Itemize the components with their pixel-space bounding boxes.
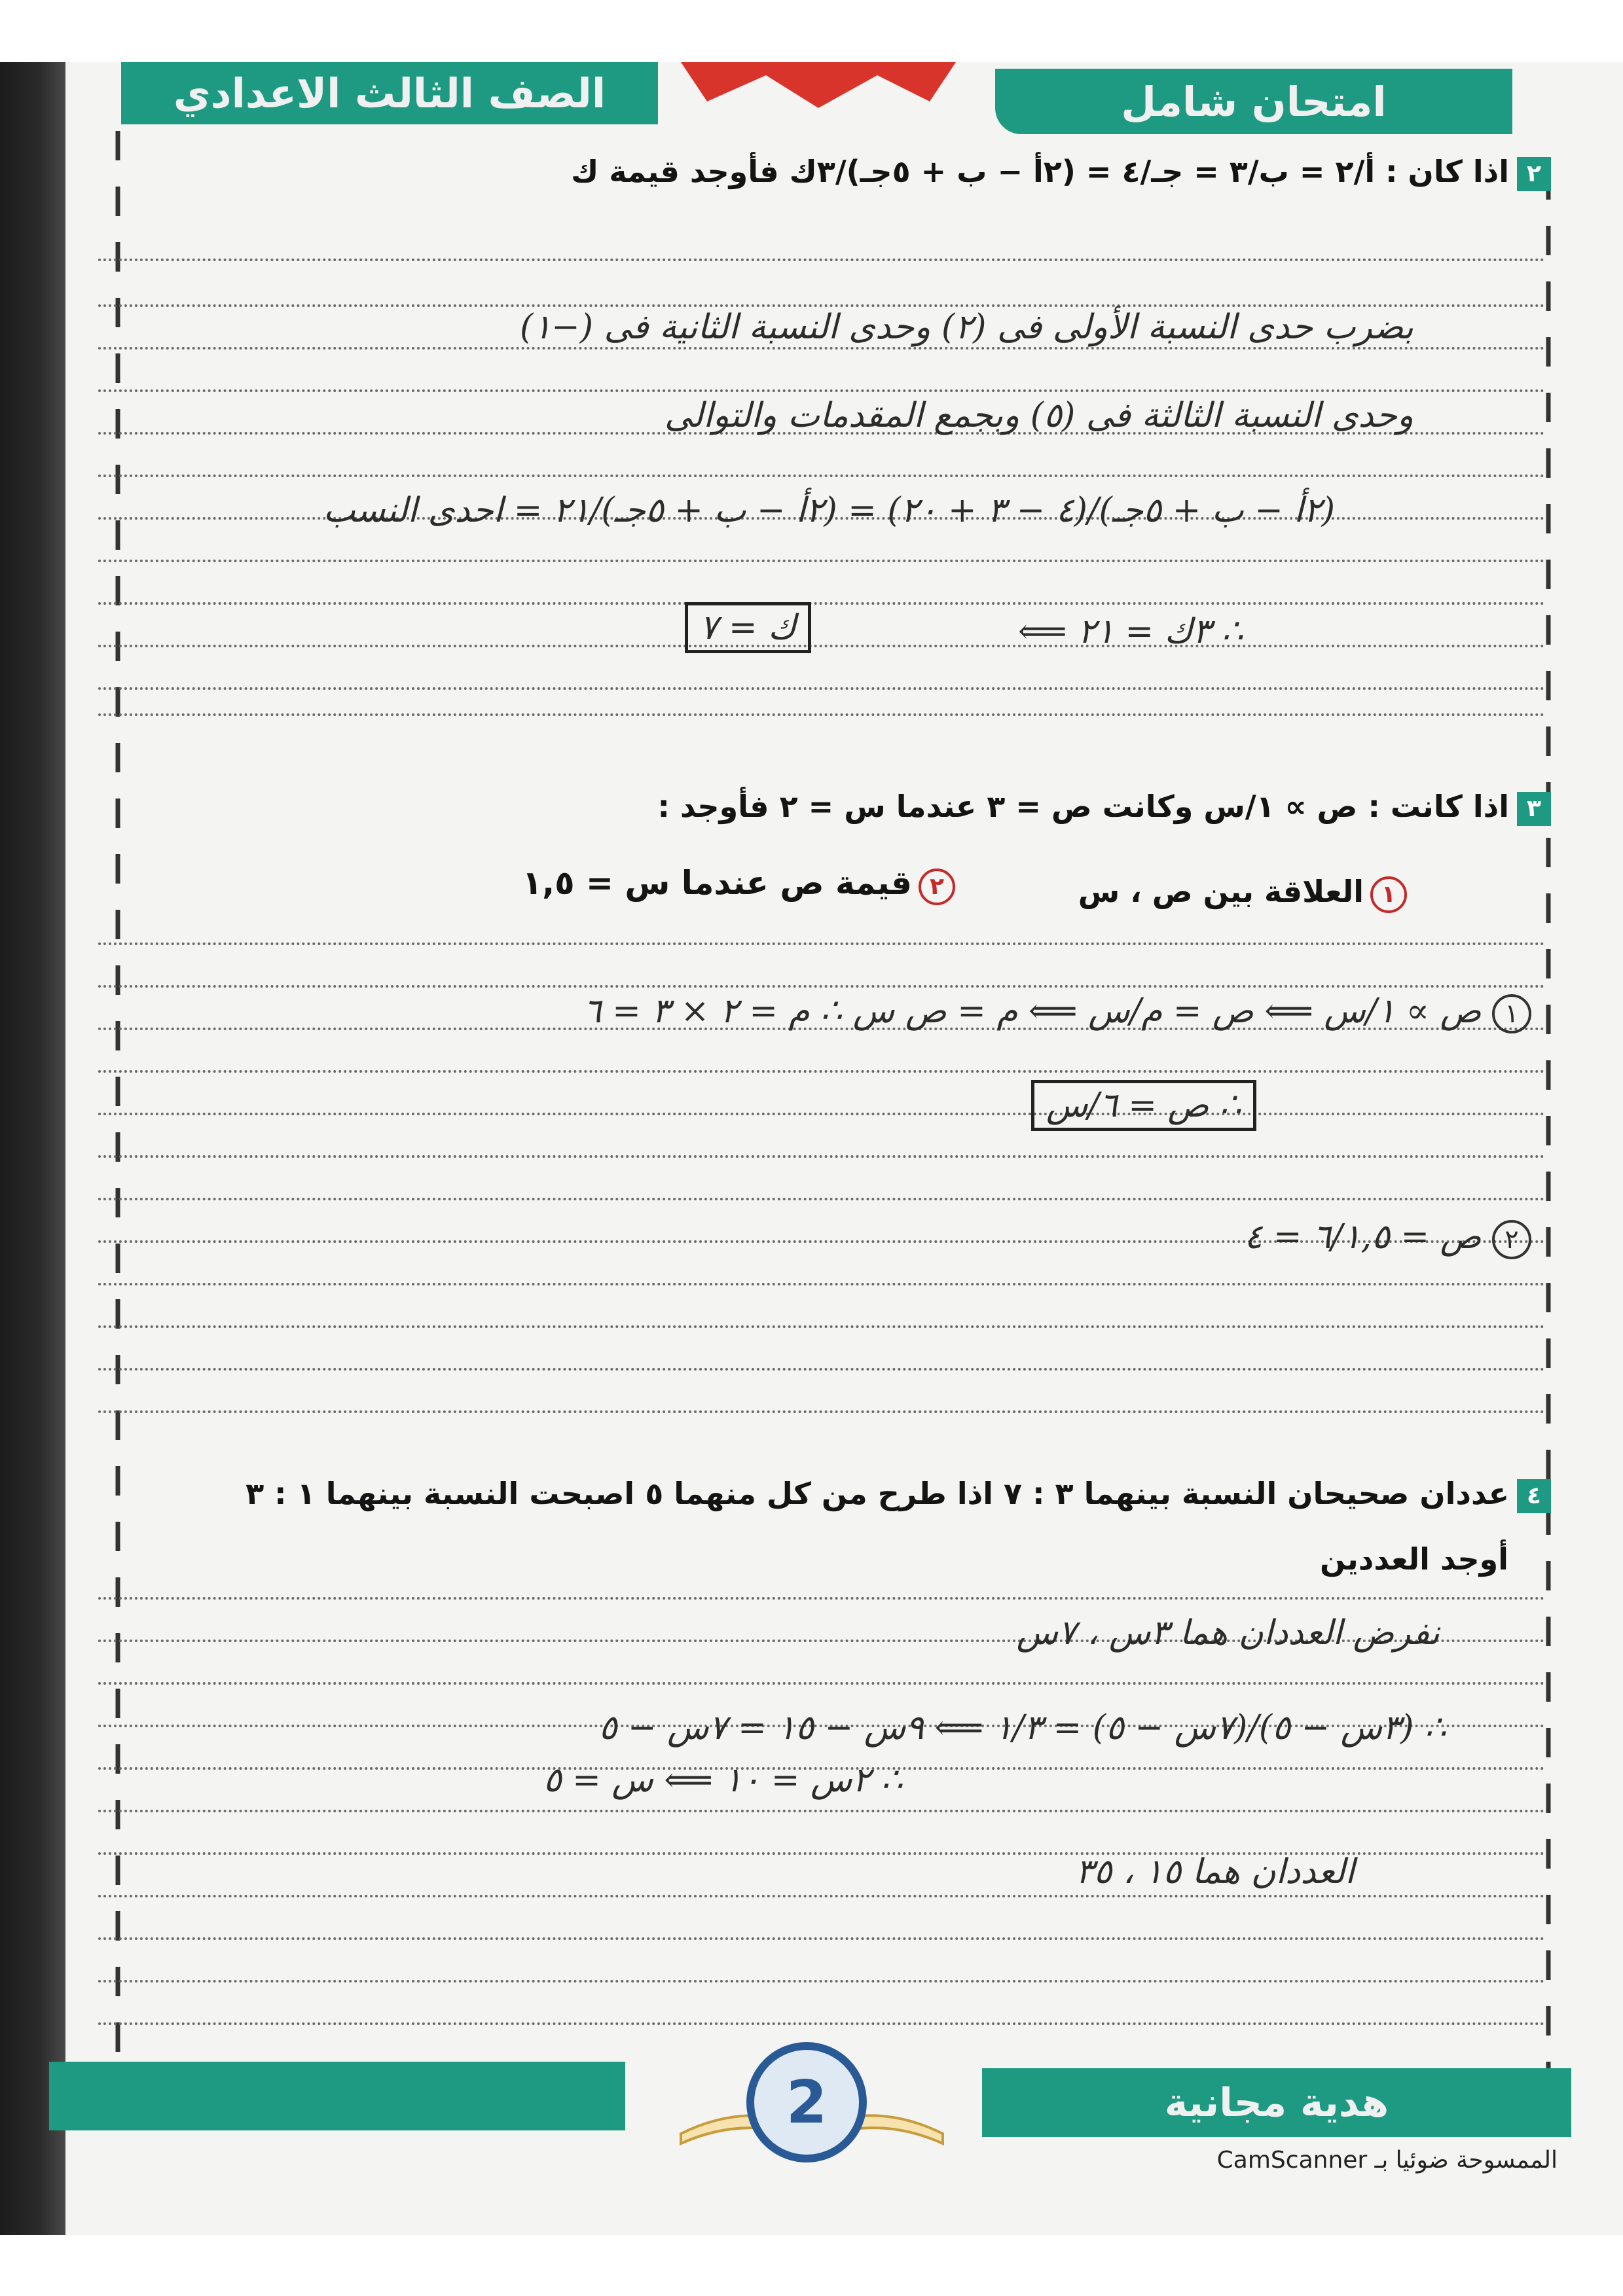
footer-left-banner <box>49 2062 625 2130</box>
q2-work-line-1 <box>583 992 1531 1033</box>
q2-part-1-label <box>1078 874 1407 913</box>
question-2-prompt <box>571 154 1551 191</box>
q1-work-line-4: ∴ ٣ك = ٢١ ⟸ <box>1018 612 1243 651</box>
q2-work-1-text: ص ∝ ١/س ⟸ ص = م/س ⟸ م = ص س ∴ م = ٢ × ٣ = ٦ <box>583 992 1482 1031</box>
q3-work-line-4: العددان هما ١٥ ، ٣٥ <box>1075 1852 1355 1892</box>
q2-part-2-label <box>522 864 955 905</box>
camscanner-watermark: الممسوحة ضوئيا بـ CamScanner <box>1216 2147 1558 2174</box>
q3-work-line-1: نفرض العددان هما ٣س ، ٧س <box>1016 1613 1440 1653</box>
part-number-circle: ٢ <box>919 869 955 905</box>
question-number-badge: ٣ <box>1517 792 1551 826</box>
q2-work-line-2 <box>1245 1217 1531 1259</box>
page-number-badge: 2 <box>746 2042 867 2162</box>
question-number-badge: ٤ <box>1517 1479 1551 1513</box>
question-text: اذا كانت : ص ∝ ١/س وكانت ص = ٣ عندما س = ٢ فأوجد : <box>657 789 1509 824</box>
question-4-prompt-line-2: أوجد العددين <box>1320 1541 1508 1577</box>
question-text: عددان صحيحان النسبة بينهما ٣ : ٧ اذا طرح من كل منهما ٥ اصبحت النسبة بينهما ١ : ٣ <box>246 1476 1509 1511</box>
q1-work-line-3: (٢أ − ب + ٥جـ)/(٤ − ٣ + ٢٠) = (٢أ − ب + ٥جـ)/٢١ = احدى النسب <box>323 491 1335 530</box>
header-right-banner: امتحان شامل <box>995 69 1512 134</box>
q3-work-line-3: ∴ ٢س = ١٠ ⟸ س = ٥ <box>543 1761 903 1800</box>
q3-work-line-2: ∴ (٣س − ٥)/(٧س − ٥) = ١/٣ ⟸ ٩س − ١٥ = ٧س − ٥ <box>598 1708 1446 1748</box>
question-text: اذا كان : أ/٢ = ب/٣ = جـ/٤ = (٢أ − ب + ٥جـ)/٣ك فأوجد قيمة ك <box>571 154 1509 189</box>
q2-work-2-text: ص = ٦/١,٥ = ٤ <box>1244 1217 1482 1257</box>
q1-work-line-1: بضرب حدى النسبة الأولى فى (٢) وحدى النسبة الثانية فى (−١) <box>519 308 1413 347</box>
scan-dark-edge <box>0 62 65 2235</box>
q2-answer-box: ∴ ص = ٦/س <box>1031 1080 1256 1131</box>
q1-work-line-2: وحدى النسبة الثالثة فى (٥) وبجمع المقدمات والتوالى <box>665 396 1413 435</box>
part-label: العلاقة بين ص ، س <box>1078 874 1364 909</box>
part-label: قيمة ص عندما س = ١,٥ <box>522 864 912 902</box>
q1-answer-box: ك = ٧ <box>685 602 811 653</box>
question-3-prompt <box>657 789 1551 826</box>
question-number-badge: ٢ <box>1517 157 1551 191</box>
question-4-prompt <box>246 1476 1551 1513</box>
header-left-banner: الصف الثالث الاعدادي <box>121 62 658 124</box>
part-number-circle: ١ <box>1370 876 1407 913</box>
part-marker-circle: ٢ <box>1492 1220 1531 1259</box>
part-marker-circle: ١ <box>1492 994 1531 1033</box>
footer-right-banner: هدية مجانية <box>982 2068 1571 2137</box>
